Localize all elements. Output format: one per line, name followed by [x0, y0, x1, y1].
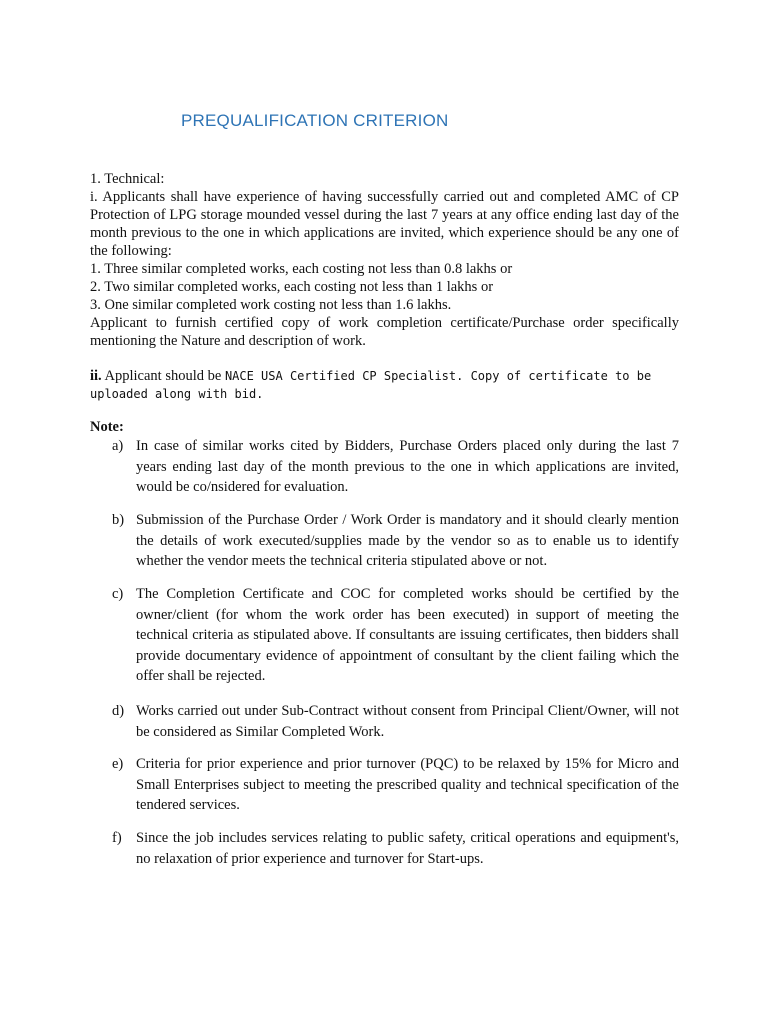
technical-title: 1. Technical: [90, 171, 165, 187]
note-letter: e) [112, 756, 124, 772]
option-2: 2. Two similar completed works, each costing not less than 1 lakhs or [90, 279, 494, 295]
note-letter: f) [112, 830, 122, 846]
option-3: 3. One similar completed work costing not less than 1.6 lakhs. [90, 297, 452, 313]
note-item-d [112, 701, 679, 742]
option-1: 1. Three similar completed works, each costing not less than 0.8 lakhs or [90, 261, 513, 277]
note-text: Since the job includes services relating to public safety, critical operations and equipment's, no relaxation of prior experience and turnover for Start-ups. [136, 830, 679, 867]
note-letter: a) [112, 438, 124, 454]
note-item-b [112, 510, 679, 572]
para-ii-mono-text: NACE USA Certified CP Specialist. Copy of certificate to be uploaded along with bid. [90, 369, 652, 401]
technical-para-ii [90, 367, 679, 403]
furnish-paragraph: Applicant to furnish certified copy of work completion certificate/Purchase order specifically mentioning the Nature and description of work. [90, 315, 679, 349]
note-letter: d) [112, 703, 125, 719]
note-letter: c) [112, 586, 124, 602]
note-text: Submission of the Purchase Order / Work Order is mandatory and it should clearly mention the details of work executed/supplies made by the vendor so as to enable us to identify whether the vendor meets the technical criteria stipulated above or not. [136, 512, 679, 569]
note-text: Criteria for prior experience and prior turnover (PQC) to be relaxed by 15% for Micro and Small Enterprises subject to meeting the prescribed quality and technical specification of the tendered services. [136, 756, 679, 813]
note-text: In case of similar works cited by Bidders, Purchase Orders placed only during the last 7 years ending last day of the month previous to the one in which applications are invited, would be co/nsidered for evaluation. [136, 438, 679, 495]
note-text: Works carried out under Sub-Contract without consent from Principal Client/Owner, will not be considered as Similar Completed Work. [136, 703, 679, 740]
note-item-f [112, 828, 679, 869]
note-item-e [112, 754, 679, 816]
para-ii-text: Applicant should be [101, 368, 225, 384]
technical-para-i: i. Applicants shall have experience of having successfully carried out and completed AMC of CP Protection of LPG storage mounded vessel during the last 7 years at any office ending last day of the month previous to the one in which applications are invited, which experience should be any one of the following: [90, 189, 679, 259]
note-item-c [112, 584, 679, 687]
para-ii-label: ii. [90, 368, 102, 384]
technical-section [90, 170, 679, 350]
page-title: PREQUALIFICATION CRITERION [181, 111, 449, 130]
note-text: The Completion Certificate and COC for completed works should be certified by the owner/client (for whom the work order has been executed) in support of meeting the technical criteria as stipulated above. If consultants are issuing certificates, then bidders shall provide documentary evidence of appointment of consultant by the client failing which the offer shall be rejected. [136, 586, 679, 684]
note-item-a [112, 436, 679, 498]
note-letter: b) [112, 512, 125, 528]
note-title: Note: [90, 419, 124, 435]
